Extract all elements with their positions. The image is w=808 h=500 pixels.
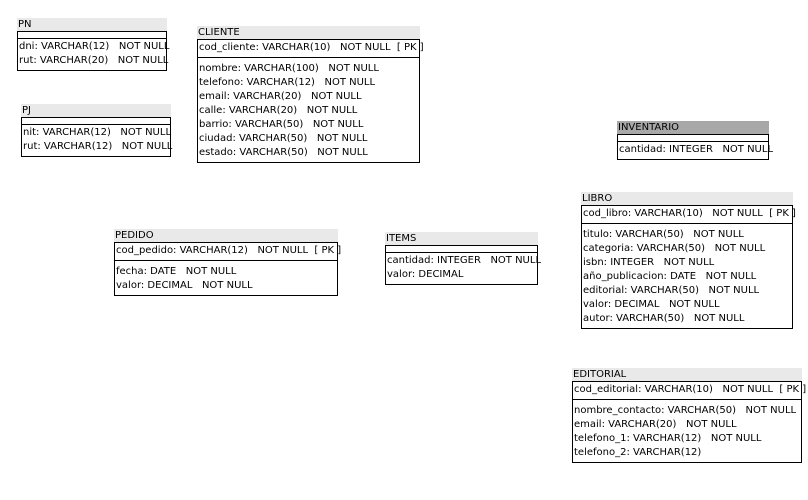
entity-box[interactable] (114, 242, 342, 296)
entity-box[interactable] (17, 31, 170, 71)
entity-box[interactable] (21, 117, 171, 157)
attr-section (618, 142, 774, 159)
entity-pj[interactable] (21, 104, 171, 157)
entity-editorial[interactable] (572, 368, 807, 463)
attribute-row[interactable]: valor: DECIMAL NOT NULL (116, 280, 253, 291)
attr-section (198, 58, 419, 162)
attribute-row[interactable]: valor: DECIMAL NOT NULL (583, 299, 720, 310)
entity-title: EDITORIAL (572, 368, 802, 381)
entity-title: PEDIDO (114, 229, 338, 242)
pk-section (573, 382, 807, 400)
entity-pn[interactable] (17, 18, 170, 71)
pk-section (386, 246, 537, 253)
entity-box[interactable] (581, 205, 796, 329)
attribute-row[interactable]: categoria: VARCHAR(50) NOT NULL (583, 243, 766, 254)
entity-title: CLIENTE (197, 26, 420, 39)
entity-title: LIBRO (581, 192, 793, 205)
attr-section (573, 400, 801, 462)
attribute-row[interactable]: nit: VARCHAR(12) NOT NULL (23, 127, 172, 138)
entity-box[interactable] (572, 381, 807, 463)
attribute-row[interactable]: email: VARCHAR(20) NOT NULL (574, 419, 737, 430)
attribute-row[interactable]: email: VARCHAR(20) NOT NULL (199, 91, 362, 102)
attribute-row[interactable]: telefono_1: VARCHAR(12) NOT NULL (574, 433, 762, 444)
pk-section (618, 135, 768, 142)
attribute-row[interactable]: estado: VARCHAR(50) NOT NULL (199, 147, 368, 158)
attr-section (22, 125, 173, 156)
attribute-row[interactable]: cantidad: INTEGER NOT NULL (619, 144, 774, 155)
attribute-row[interactable]: rut: VARCHAR(20) NOT NULL (19, 55, 169, 66)
entity-box[interactable] (617, 134, 774, 160)
attribute-row[interactable]: calle: VARCHAR(20) NOT NULL (199, 105, 358, 116)
attribute-row[interactable]: editorial: VARCHAR(50) NOT NULL (583, 285, 760, 296)
attr-section (115, 261, 337, 295)
attribute-row[interactable]: ciudad: VARCHAR(50) NOT NULL (199, 133, 368, 144)
entity-box[interactable] (197, 39, 424, 163)
primary-key-row[interactable]: cod_cliente: VARCHAR(10) NOT NULL [ PK ] (199, 42, 424, 53)
entity-items[interactable] (385, 232, 542, 285)
attribute-row[interactable]: autor: VARCHAR(50) NOT NULL (583, 313, 745, 324)
attribute-row[interactable]: telefono_2: VARCHAR(12) (574, 447, 702, 458)
entity-title: ITEMS (385, 232, 538, 245)
attribute-row[interactable]: cantidad: INTEGER NOT NULL (387, 255, 542, 266)
attribute-row[interactable]: nombre: VARCHAR(100) NOT NULL (199, 63, 379, 74)
attribute-row[interactable]: valor: DECIMAL (387, 269, 464, 280)
attribute-row[interactable]: rut: VARCHAR(12) NOT NULL (23, 141, 173, 152)
pk-section (582, 206, 796, 224)
entity-title: PJ (21, 104, 171, 117)
pk-section (115, 243, 342, 261)
pk-section (198, 40, 424, 58)
attribute-row[interactable]: titulo: VARCHAR(50) NOT NULL (583, 229, 744, 240)
attribute-row[interactable]: dni: VARCHAR(12) NOT NULL (19, 41, 170, 52)
entity-cliente[interactable] (197, 26, 424, 163)
entity-pedido[interactable] (114, 229, 342, 296)
attribute-row[interactable]: año_publicacion: DATE NOT NULL (583, 271, 757, 282)
primary-key-row[interactable]: cod_libro: VARCHAR(10) NOT NULL [ PK ] (583, 208, 796, 219)
entity-libro[interactable] (581, 192, 796, 329)
entity-inventario[interactable] (617, 121, 774, 160)
entity-title: PN (17, 18, 167, 31)
pk-section (22, 118, 170, 125)
primary-key-row[interactable]: cod_editorial: VARCHAR(10) NOT NULL [ PK ] (574, 384, 807, 395)
entity-title: INVENTARIO (617, 121, 769, 134)
attribute-row[interactable]: barrio: VARCHAR(50) NOT NULL (199, 119, 364, 130)
attribute-row[interactable]: nombre_contacto: VARCHAR(50) NOT NULL (574, 405, 797, 416)
primary-key-row[interactable]: cod_pedido: VARCHAR(12) NOT NULL [ PK ] (116, 245, 342, 256)
pk-section (18, 32, 166, 39)
attr-section (582, 224, 792, 328)
attribute-row[interactable]: isbn: INTEGER NOT NULL (583, 257, 715, 268)
attribute-row[interactable]: telefono: VARCHAR(12) NOT NULL (199, 77, 376, 88)
attr-section (18, 39, 170, 70)
attr-section (386, 253, 542, 284)
entity-box[interactable] (385, 245, 542, 285)
attribute-row[interactable]: fecha: DATE NOT NULL (116, 266, 237, 277)
